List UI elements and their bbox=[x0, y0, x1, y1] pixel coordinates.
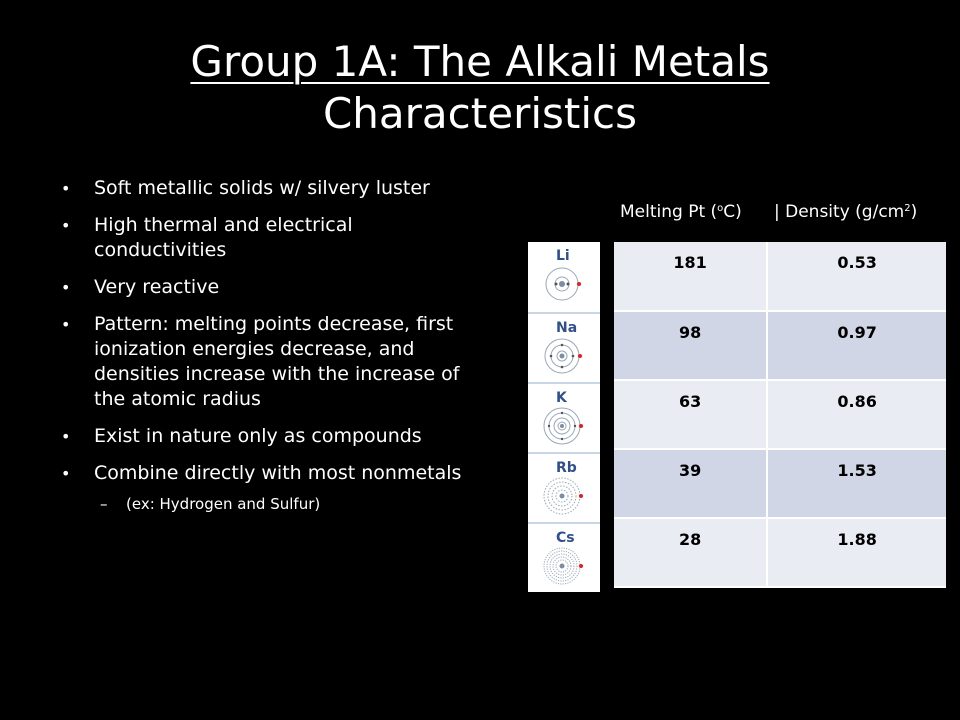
table-row bbox=[614, 311, 946, 380]
bullet-text: High thermal and electrical conductivities bbox=[94, 214, 353, 261]
table-row bbox=[614, 242, 946, 311]
density-cell: 0.86 bbox=[767, 380, 946, 449]
bullet-icon: • bbox=[61, 427, 71, 446]
melting-point-cell: 39 bbox=[614, 449, 767, 518]
bohr-model-na-icon bbox=[542, 336, 586, 376]
melting-header-end: C) bbox=[723, 202, 742, 222]
density-cell: 0.97 bbox=[767, 311, 946, 380]
melting-point-cell: 181 bbox=[614, 242, 767, 311]
degree-sup: o bbox=[717, 203, 724, 214]
bullet-item bbox=[58, 461, 478, 514]
alkali-data-table bbox=[614, 242, 946, 588]
element-tile-li bbox=[528, 242, 600, 310]
density-header-text: | Density (g/cm bbox=[774, 202, 905, 222]
melting-point-cell: 63 bbox=[614, 380, 767, 449]
bullet-item bbox=[58, 424, 478, 449]
bullet-icon: • bbox=[61, 315, 71, 334]
dash-icon: – bbox=[100, 495, 108, 513]
density-cell: 1.88 bbox=[767, 518, 946, 587]
element-tile-k bbox=[528, 382, 600, 450]
bullet-text: Pattern: melting points decrease, first ionization energies decrease, and densities increase with the increase of the atomic radius bbox=[94, 313, 460, 410]
bohr-model-li-icon bbox=[542, 264, 586, 304]
exponent-sup: 2 bbox=[904, 203, 911, 214]
bullet-icon: • bbox=[61, 464, 71, 483]
element-symbol: K bbox=[556, 390, 567, 406]
element-tile-na bbox=[528, 312, 600, 380]
bullet-icon: • bbox=[61, 278, 71, 297]
bohr-model-k-icon bbox=[542, 406, 586, 446]
bullet-text: Soft metallic solids w/ silvery luster bbox=[94, 177, 430, 199]
melting-header-text: Melting Pt ( bbox=[620, 202, 718, 222]
element-tiles bbox=[528, 242, 600, 592]
characteristics-list bbox=[58, 176, 478, 526]
sub-bullet-text: (ex: Hydrogen and Sulfur) bbox=[126, 495, 321, 513]
density-header-end: ) bbox=[910, 202, 918, 222]
title-line-2: Characteristics bbox=[322, 89, 637, 138]
bullet-icon: • bbox=[61, 179, 71, 198]
slide-title bbox=[0, 36, 960, 140]
melting-point-cell: 98 bbox=[614, 311, 767, 380]
title-line-1: Group 1A: The Alkali Metals bbox=[190, 37, 770, 86]
bullet-text: Very reactive bbox=[94, 276, 220, 298]
element-symbol: Li bbox=[556, 248, 570, 264]
bohr-model-rb-icon bbox=[542, 476, 586, 516]
density-cell: 0.53 bbox=[767, 242, 946, 311]
table-row bbox=[614, 380, 946, 449]
element-tile-cs bbox=[528, 522, 600, 590]
bullet-text: Combine directly with most nonmetals bbox=[94, 462, 462, 484]
bohr-model-cs-icon bbox=[542, 546, 586, 586]
element-tile-rb bbox=[528, 452, 600, 520]
bullet-item bbox=[58, 213, 478, 263]
bullet-item bbox=[58, 176, 478, 201]
density-header bbox=[774, 197, 917, 227]
table-row bbox=[614, 449, 946, 518]
bullet-item bbox=[58, 275, 478, 300]
melting-point-header bbox=[620, 197, 742, 227]
sub-bullet-item bbox=[94, 494, 478, 514]
element-symbol: Rb bbox=[556, 460, 577, 476]
density-cell: 1.53 bbox=[767, 449, 946, 518]
table-row bbox=[614, 518, 946, 587]
element-symbol: Cs bbox=[556, 530, 575, 546]
sub-bullet-list bbox=[94, 494, 478, 514]
bullet-text: Exist in nature only as compounds bbox=[94, 425, 422, 447]
melting-point-cell: 28 bbox=[614, 518, 767, 587]
bullet-icon: • bbox=[61, 216, 71, 235]
table-headers bbox=[614, 197, 960, 227]
element-symbol: Na bbox=[556, 320, 578, 336]
bullet-item bbox=[58, 312, 478, 412]
